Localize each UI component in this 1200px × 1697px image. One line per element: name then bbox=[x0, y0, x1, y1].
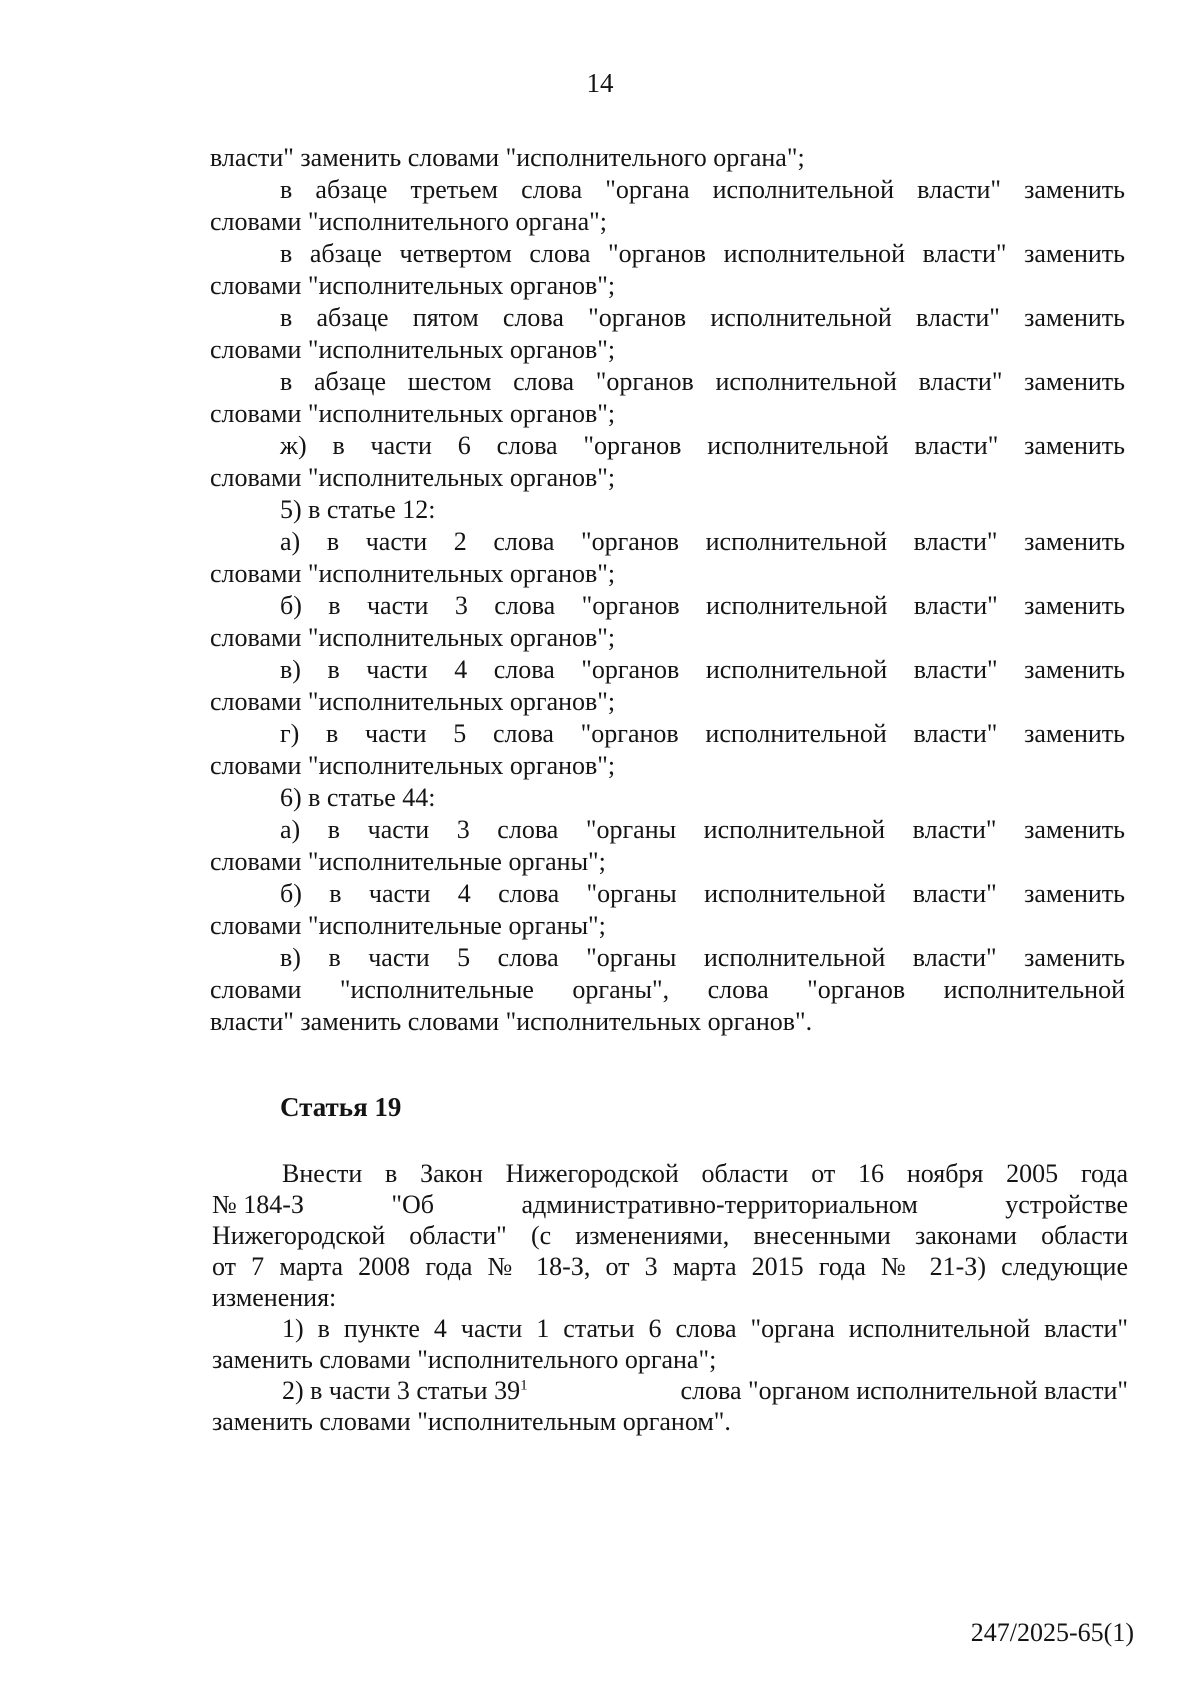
text-segment: устройстве bbox=[1005, 1190, 1128, 1219]
text-line: изменения: bbox=[212, 1283, 337, 1312]
text-line: б) в части 4 слова "органы исполнительной власти" заменить bbox=[280, 879, 1125, 908]
page-number: 14 bbox=[586, 68, 614, 98]
text-line: 1) в пункте 4 части 1 статьи 6 слова "органа исполнительной власти" bbox=[282, 1314, 1128, 1343]
text-line: словами "исполнительных органов"; bbox=[210, 463, 616, 492]
text-line: в абзаце четвертом слова "органов исполнительной власти" заменить bbox=[280, 239, 1125, 268]
text-line: словами "исполнительных органов"; bbox=[210, 399, 616, 428]
text-segment bbox=[282, 1375, 528, 1406]
text-line: б) в части 3 слова "органов исполнительной власти" заменить bbox=[280, 591, 1125, 620]
text-segment: 2) в части 3 статьи 39 bbox=[282, 1376, 521, 1405]
text-line: ж) в части 6 слова "органов исполнительной власти" заменить bbox=[280, 431, 1125, 460]
text-segment: № 184-З bbox=[212, 1190, 304, 1219]
text-line: словами "исполнительных органов"; bbox=[210, 623, 616, 652]
text-line: власти" заменить словами "исполнительных органов". bbox=[210, 1007, 813, 1036]
text-line: в абзаце шестом слова "органов исполнительной власти" заменить bbox=[280, 367, 1125, 396]
text-line: власти" заменить словами "исполнительного органа"; bbox=[210, 143, 805, 172]
text-line: словами "исполнительных органов"; bbox=[210, 751, 616, 780]
text-line: 5) в статье 12: bbox=[280, 495, 436, 524]
article-heading: Статья 19 bbox=[280, 1092, 402, 1122]
text-line: в) в части 4 слова "органов исполнительной власти" заменить bbox=[280, 655, 1125, 684]
text-line: словами "исполнительных органов"; bbox=[210, 271, 616, 300]
text-line bbox=[212, 1375, 1128, 1406]
text-line: словами "исполнительные органы"; bbox=[210, 911, 606, 940]
superscript: 1 bbox=[520, 1377, 528, 1394]
text-line: словами "исполнительные органы"; bbox=[210, 847, 606, 876]
text-segment: административно-территориальном bbox=[521, 1190, 918, 1219]
text-line: заменить словами "исполнительным органом". bbox=[212, 1407, 731, 1436]
text-line: а) в части 3 слова "органы исполнительной власти" заменить bbox=[280, 815, 1125, 844]
text-line: Внести в Закон Нижегородской области от 16 ноября 2005 года bbox=[282, 1159, 1128, 1188]
text-line: в абзаце третьем слова "органа исполнительной власти" заменить bbox=[280, 175, 1125, 204]
text-line: г) в части 5 слова "органов исполнительной власти" заменить bbox=[280, 719, 1125, 748]
amendments-text bbox=[210, 142, 1125, 1038]
document-code: 247/2025-65(1) bbox=[970, 1618, 1134, 1647]
text-line: в) в части 5 слова "органы исполнительной власти" заменить bbox=[280, 943, 1125, 972]
text-line bbox=[212, 1189, 1128, 1220]
text-segment: слова "органом исполнительной власти" bbox=[680, 1376, 1128, 1405]
text-segment: "Об bbox=[391, 1190, 435, 1219]
text-line: словами "исполнительные органы", слова "органов исполнительной bbox=[210, 975, 1125, 1004]
text-line: в абзаце пятом слова "органов исполнительной власти" заменить bbox=[280, 303, 1125, 332]
text-line: а) в части 2 слова "органов исполнительной власти" заменить bbox=[280, 527, 1125, 556]
text-line: от 7 марта 2008 года № 18-З, от 3 марта 2015 года № 21-З) следующие bbox=[212, 1252, 1128, 1281]
text-line: заменить словами "исполнительного органа"; bbox=[212, 1345, 717, 1374]
text-line: 6) в статье 44: bbox=[280, 783, 436, 812]
text-line: словами "исполнительных органов"; bbox=[210, 335, 616, 364]
text-line: словами "исполнительных органов"; bbox=[210, 559, 616, 588]
text-line: словами "исполнительного органа"; bbox=[210, 207, 607, 236]
text-line: Нижегородской области" (с изменениями, внесенными законами области bbox=[212, 1221, 1128, 1250]
article-text bbox=[212, 1158, 1128, 1437]
text-line: словами "исполнительных органов"; bbox=[210, 687, 616, 716]
